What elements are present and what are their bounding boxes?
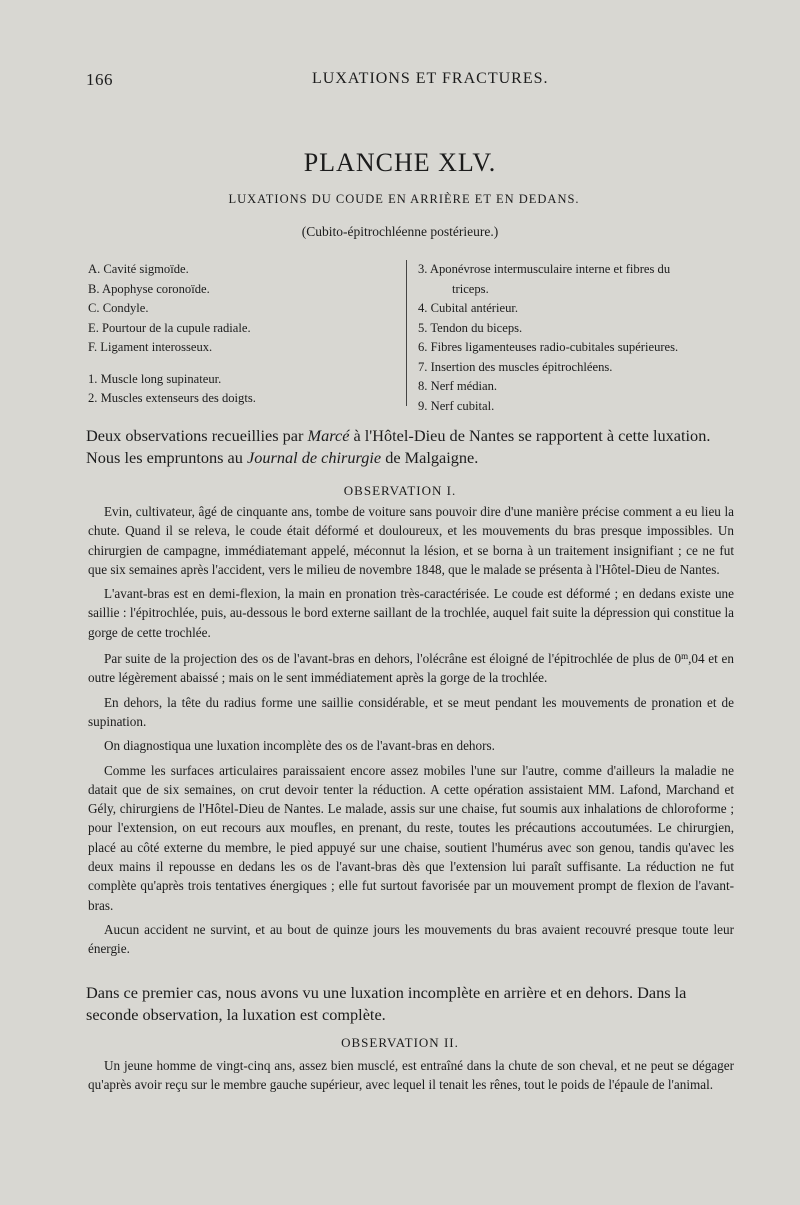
legend-item: 3. Aponévrose intermusculaire interne et fibres du (418, 262, 671, 276)
legend-item: 5. Tendon du biceps. (418, 320, 523, 335)
intro-text: Deux observations recueillies par (86, 426, 308, 445)
observation-2-body (88, 1056, 734, 1095)
legend-item: 7. Insertion des muscles épitrochléens. (418, 359, 613, 374)
legend-right-column (418, 260, 678, 416)
legend-item: E. Pourtour de la cupule radiale. (88, 320, 251, 335)
plate-subtitle-parenthetical: (Cubito-épitrochléenne postérieure.) (301, 224, 499, 239)
paragraph: Comme les surfaces articulaires paraissaient encore assez mobiles l'une sur l'autre, comme d'ailleurs la maladie ne datait que de six semaines, on crut devoir tenter la réduction. A cette opération assistaient MM. Lafond, Marchand et Gély, chirurgiens de l'Hôtel-Dieu de Nantes. Le malade, assis sur une chaise, fut soumis aux inhalations de chloroforme ; pour l'extension, on eut recours aux moufles, en prenant, du reste, toutes les précautions accoutumées. Le chirurgien, placé au côté externe du membre, le pied appuyé sur une chaise, soutient l'humérus avec son genou, tandis qu'avec les deux mains il repousse en dedans les os de l'avant-bras dès que l'extension lui paraît suffisante. La réduction ne fut complète qu'après trois tentatives énergiques ; elle fut surtout favorisée par un mouvement prompt de flexion de l'avant-bras. (88, 762, 734, 913)
legend-item: 9. Nerf cubital. (418, 398, 495, 413)
legend-item-continuation: triceps. (452, 281, 489, 296)
legend-item: F. Ligament interosseux. (88, 340, 213, 354)
legend-left-column (88, 260, 256, 409)
paragraph-text: ,04 et en outre légèrement abaissé ; mais on le sent immédiatement après la gorge de la trochlée. (88, 651, 734, 686)
page-number: 166 (86, 70, 113, 89)
legend-item: B. Apophyse coronoïde. (88, 281, 210, 296)
intro-paragraph-1 (86, 425, 736, 469)
legend-item: 2. Muscles extenseurs des doigts. (88, 391, 256, 405)
paragraph: On diagnostiqua une luxation incomplète des os de l'avant-bras en dehors. (104, 738, 495, 754)
paragraph: En dehors, la tête du radius forme une saillie considérable, et se meut pendant les mouvements de pronation et de supination. (88, 694, 734, 729)
paragraph: L'avant-bras est en demi-flexion, la main en pronation très-caractérisée. Le coude est déformé ; en dedans existe une saillie : l'épitrochlée, puis, au-dessous le bord externe saillant de la trochlée, auquel fait suite la dépression qui constitue la gorge de cette trochlée. (88, 586, 734, 640)
legend-item: C. Condyle. (88, 301, 149, 315)
paragraph: Un jeune homme de vingt-cinq ans, assez bien musclé, est entraîné dans la chute de son cheval, et ne peut se dégager qu'après avoir reçu sur le membre gauche supérieur, avec lequel il tenait les rênes, tout le poids de l'épaule de l'animal. (88, 1058, 734, 1093)
observation-2-heading: OBSERVATION II. (341, 1035, 459, 1050)
running-head: LUXATIONS ET FRACTURES. (312, 70, 549, 87)
intro-text: de Malgaigne. (381, 448, 479, 467)
plate-title: PLANCHE XLV. (303, 148, 497, 177)
paragraph: Aucun accident ne survint, et au bout de quinze jours les mouvements du bras avaient recouvré presque toute leur énergie. (88, 921, 734, 957)
intro-paragraph-2: Dans ce premier cas, nous avons vu une luxation incomplète en arrière et en dehors. Dans la seconde observation, la luxation est complète. (86, 983, 687, 1024)
legend-item: A. Cavité sigmoïde. (88, 262, 189, 276)
legend-item: 4. Cubital antérieur. (418, 301, 519, 315)
unit-superscript: m (681, 651, 689, 662)
intro-text: à l'Hôtel-Dieu de Nantes se rapportent à cette luxation. Nous les empruntons au (86, 426, 711, 467)
legend-item: 6. Fibres ligamenteuses radio-cubitales supérieures. (418, 340, 679, 354)
legend-item: 1. Muscle long supinateur. (88, 371, 222, 386)
legend-item: 8. Nerf médian. (418, 379, 498, 393)
paragraph: Evin, cultivateur, âgé de cinquante ans, tombe de voiture sans pouvoir dire d'une manière précise comment a eu lieu la chute. Quand il se releva, le coude était déformé et douloureux, et les mouvements du bras presque impossibles. Un chirurgien de campagne, immédiatemant appelé, méconnut la lésion, et se borna à un traitement insignifiant ; ce ne fut que six semaines après l'accident, vers le milieu de novembre 1848, que le malade se présenta à l'Hôtel-Dieu de Nantes. (88, 504, 734, 577)
paragraph-text: Par suite de la projection des os de l'avant-bras en dehors, l'olécrâne est éloigné de l'épitrochlée de plus de 0 (104, 651, 682, 667)
journal-title: Journal de chirurgie (246, 448, 382, 467)
plate-subtitle: LUXATIONS DU COUDE EN ARRIÈRE ET EN DEDANS. (228, 192, 580, 206)
legend-spacer (88, 358, 256, 370)
observation-1-body (88, 502, 734, 959)
observation-1-heading: OBSERVATION I. (343, 483, 457, 498)
legend-divider (406, 260, 407, 406)
paragraph (88, 647, 734, 688)
author-name: Marcé (307, 426, 350, 445)
